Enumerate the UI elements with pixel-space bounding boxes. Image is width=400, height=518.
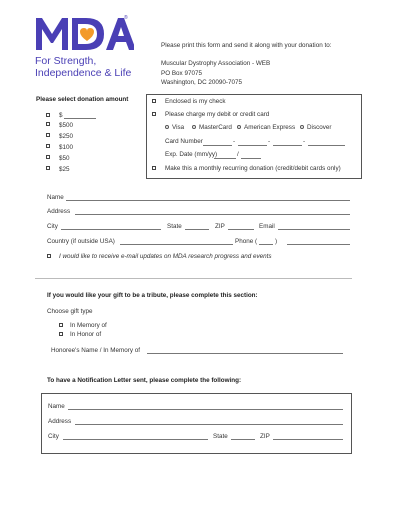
card-number-field-1[interactable] xyxy=(203,145,232,146)
notify-state-field[interactable] xyxy=(231,439,255,440)
in-memory-checkbox[interactable] xyxy=(59,323,63,327)
zip-field[interactable] xyxy=(228,229,254,230)
honoree-label: Honoree's Name / In Memory of xyxy=(51,347,141,354)
discover-label: Discover xyxy=(307,124,332,131)
exp-month-field[interactable] xyxy=(214,158,236,159)
phone-area-field[interactable] xyxy=(259,244,273,245)
check-label: Enclosed is my check xyxy=(165,98,226,105)
email-field[interactable] xyxy=(278,229,350,230)
updates-label: I would like to receive e-mail updates on MDA research progress and events xyxy=(59,253,272,260)
card-sep-3: - xyxy=(303,138,306,145)
zip-label: ZIP xyxy=(215,223,225,230)
monthly-label: Make this a monthly recurring donation (credit/debit cards only) xyxy=(165,165,341,172)
exp-year-field[interactable] xyxy=(241,158,261,159)
logo-tagline-2: Independence & Life xyxy=(35,67,132,79)
card-sep-2: - xyxy=(268,138,271,145)
phone-field[interactable] xyxy=(287,244,350,245)
mail-instruction: Please print this form and send it along with your donation to: xyxy=(161,42,332,49)
notify-zip-label: ZIP xyxy=(260,433,270,440)
amount-100-checkbox[interactable] xyxy=(46,144,50,148)
amount-250-checkbox[interactable] xyxy=(46,133,50,137)
amex-label: American Express xyxy=(244,124,296,131)
state-field[interactable] xyxy=(185,229,209,230)
donation-heading: Please select donation amount xyxy=(36,96,129,103)
phone-close: ) xyxy=(275,238,278,245)
tribute-heading: If you would like your gift to be a tribute, please complete this section: xyxy=(47,292,258,299)
notify-name-field[interactable] xyxy=(68,409,343,410)
mastercard-label: MasterCard xyxy=(199,124,232,131)
registered-mark: ® xyxy=(124,15,128,21)
name-label: Name xyxy=(47,194,64,201)
address-line-3: Washington, DC 20090-7075 xyxy=(161,79,242,86)
monthly-checkbox[interactable] xyxy=(152,166,156,170)
city-label: City xyxy=(47,223,58,230)
section-divider xyxy=(35,278,352,279)
in-honor-label: In Honor of xyxy=(70,331,102,338)
card-number-field-3[interactable] xyxy=(273,145,302,146)
country-field[interactable] xyxy=(120,244,233,245)
amount-other-checkbox[interactable] xyxy=(46,113,50,117)
amount-other-label: $ xyxy=(59,112,63,119)
notify-zip-field[interactable] xyxy=(273,439,343,440)
notify-city-field[interactable] xyxy=(63,439,208,440)
card-number-field-4[interactable] xyxy=(308,145,345,146)
address-field[interactable] xyxy=(75,214,350,215)
card-number-label: Card Number xyxy=(165,138,203,145)
notify-state-label: State xyxy=(213,433,228,440)
address-line-1: Muscular Dystrophy Association - WEB xyxy=(161,60,271,67)
amount-500-checkbox[interactable] xyxy=(46,122,50,126)
updates-checkbox[interactable] xyxy=(47,254,51,258)
exp-date-label: Exp. Date (mm/yy) xyxy=(165,151,218,158)
address-label: Address xyxy=(47,208,71,215)
card-checkbox[interactable] xyxy=(152,112,156,116)
amount-25-label: $25 xyxy=(59,166,70,173)
notify-name-label: Name xyxy=(48,403,65,410)
notify-address-label: Address xyxy=(48,418,72,425)
amount-25-checkbox[interactable] xyxy=(46,166,50,170)
phone-label: Phone ( xyxy=(235,238,258,245)
honoree-field[interactable] xyxy=(147,353,343,354)
card-number-field-2[interactable] xyxy=(238,145,267,146)
amount-250-label: $250 xyxy=(59,133,74,140)
email-label: Email xyxy=(259,223,275,230)
notify-address-field[interactable] xyxy=(75,424,343,425)
amount-50-checkbox[interactable] xyxy=(46,155,50,159)
in-memory-label: In Memory of xyxy=(70,322,107,329)
amount-500-label: $500 xyxy=(59,122,74,129)
amount-100-label: $100 xyxy=(59,144,74,151)
gift-type-label: Choose gift type xyxy=(47,308,93,315)
logo-tagline-1: For Strength, xyxy=(35,55,97,67)
name-field[interactable] xyxy=(66,200,350,201)
card-sep-1: - xyxy=(233,138,236,145)
visa-label: Visa xyxy=(172,124,185,131)
city-field[interactable] xyxy=(61,229,161,230)
notify-city-label: City xyxy=(48,433,59,440)
notification-heading: To have a Notification Letter sent, please complete the following: xyxy=(47,377,242,384)
country-label: Country (if outside USA) xyxy=(47,238,115,245)
in-honor-checkbox[interactable] xyxy=(59,332,63,336)
amount-50-label: $50 xyxy=(59,155,70,162)
exp-sep: / xyxy=(237,151,239,158)
card-label: Please charge my debit or credit card xyxy=(165,111,270,118)
state-label: State xyxy=(167,223,182,230)
check-checkbox[interactable] xyxy=(152,99,156,103)
amount-other-field[interactable] xyxy=(64,118,96,119)
mda-logo-mark xyxy=(34,14,134,52)
address-line-2: PO Box 97075 xyxy=(161,70,202,77)
